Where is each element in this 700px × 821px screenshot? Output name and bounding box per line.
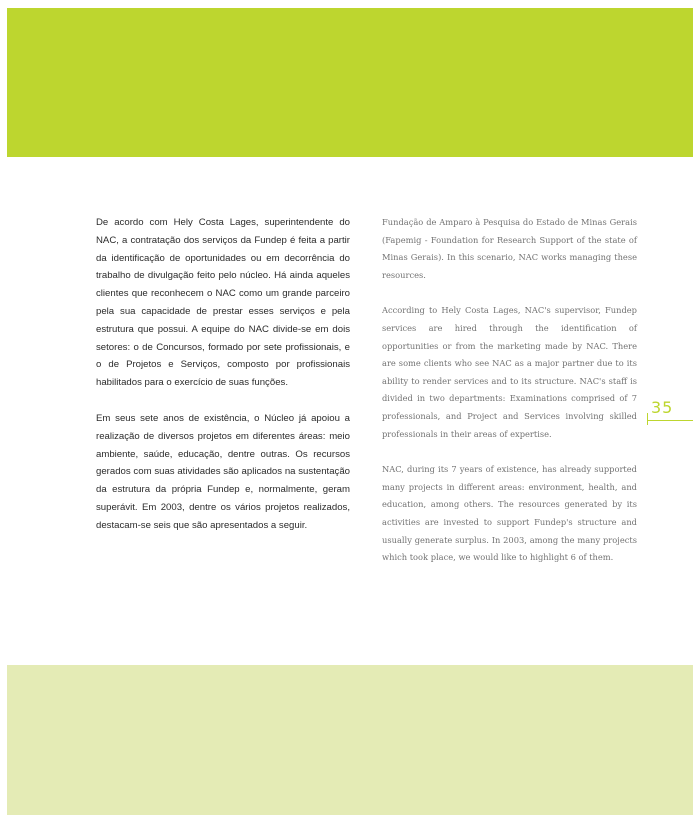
bottom-color-band xyxy=(7,665,693,815)
english-paragraph-2: According to Hely Costa Lages, NAC's supervisor, Fundep services are hired through the identification of opportunities or from the marketing made by NAC. There are some clients who see NAC as a major partner due to its ability to render services and to its structure. NAC's staff is divided in two departments: Examinations comprised of 7 professionals, and Project and Services involving skilled professionals in their areas of expertise. xyxy=(382,305,637,439)
english-column xyxy=(382,214,637,567)
page-marker-horizontal-rule xyxy=(647,420,693,421)
portuguese-column xyxy=(96,214,350,535)
portuguese-paragraph-1: De acordo com Hely Costa Lages, superintendente do NAC, a contratação dos serviços da Fundep é feita a partir da identificação de oportunidades ou em decorrência do trabalho de divulgação feito pelo núcleo. Há ainda aqueles clientes que reconhecem o NAC como um grande parceiro pela sua capacidade de prestar esses serviços e pela estrutura que possui. A equipe do NAC divide-se em dois setores: o de Concursos, formado por sete profissionais, e o de Projetos e Serviços, composto por profissionais habilitados para o exercício de suas funções. xyxy=(96,217,350,389)
page-number: 35 xyxy=(651,398,674,417)
portuguese-paragraph-2: Em seus sete anos de existência, o Núcleo já apoiou a realização de diversos projetos em diferentes áreas: meio ambiente, saúde, educação, dentre outras. Os recursos gerados com suas atividades são aplicados na sustentação da estrutura da própria Fundep e, normalmente, geram superávit. Em 2003, dentre os vários projetos realizados, destacam-se seis que são apresentados a seguir. xyxy=(96,412,350,531)
page-marker-vertical-rule xyxy=(647,413,648,425)
top-color-band xyxy=(7,8,693,157)
english-paragraph-1: Fundação de Amparo à Pesquisa do Estado de Minas Gerais (Fapemig - Foundation for Research Support of the state of Minas Gerais). In this scenario, NAC works managing these resources. xyxy=(382,217,637,280)
english-paragraph-3: NAC, during its 7 years of existence, has already supported many projects in different areas: environment, health, and education, among others. The resources generated by its activities are invested to support Fundep's structure and usually generate surplus. In 2003, among the many projects which took place, we would like to highlight 6 of them. xyxy=(382,464,637,563)
